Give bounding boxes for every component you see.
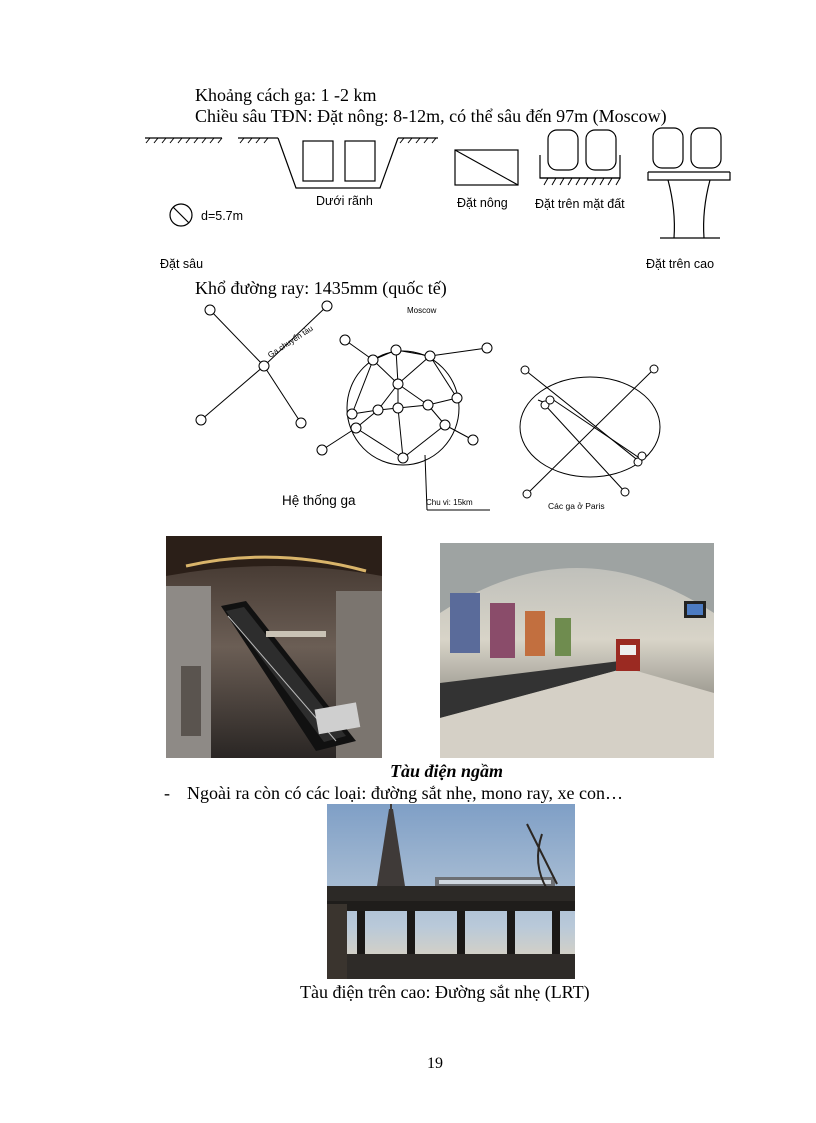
bullet-dash: - bbox=[164, 783, 170, 803]
label-trench: Dưới rãnh bbox=[316, 194, 373, 208]
track-gauge-line: Khổ đường ray: 1435mm (quốc tế) bbox=[195, 278, 447, 298]
metro-depth-line: Chiều sâu TĐN: Đặt nông: 8-12m, có thể sâu đến 97m (Moscow) bbox=[195, 106, 667, 126]
label-paris-stations: Các ga ở Paris bbox=[548, 501, 605, 511]
other-types-line: Ngoài ra còn có các loại: đường sắt nhẹ, mono ray, xe con… bbox=[187, 783, 623, 803]
subway-station-photo-2 bbox=[440, 543, 714, 758]
metro-placement-diagram bbox=[0, 0, 816, 290]
label-shallow: Đặt nông bbox=[457, 196, 508, 210]
caption-lrt: Tàu điện trên cao: Đường sắt nhẹ (LRT) bbox=[300, 982, 590, 1002]
caption-subway: Tàu điện ngầm bbox=[390, 761, 504, 781]
label-transfer-station: Ga chuyển tàu bbox=[266, 323, 315, 360]
label-elevated: Đặt trên cao bbox=[646, 257, 715, 271]
label-deep: Đặt sâu bbox=[160, 257, 204, 271]
station-distance-line: Khoảng cách ga: 1 -2 km bbox=[195, 85, 377, 105]
station-network-diagram bbox=[0, 300, 816, 520]
label-station-system: Hệ thống ga bbox=[282, 493, 356, 508]
label-on-ground: Đặt trên mặt đất bbox=[535, 197, 625, 211]
label-moscow: Moscow bbox=[407, 306, 437, 315]
label-perimeter: Chu vi: 15km bbox=[426, 498, 473, 507]
label-diameter: d=5.7m bbox=[201, 209, 244, 223]
subway-station-photo-1 bbox=[166, 536, 382, 758]
page-number: 19 bbox=[427, 1055, 443, 1072]
lrt-eiffel-photo bbox=[327, 804, 575, 979]
